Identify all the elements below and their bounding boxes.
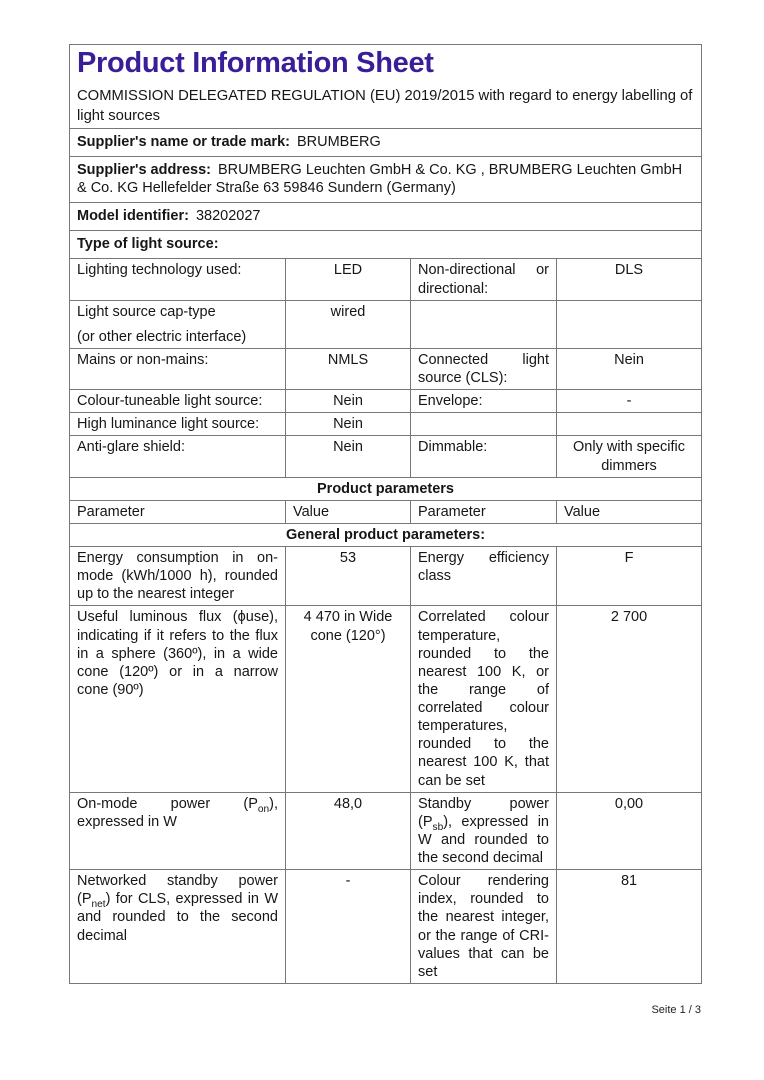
param-label-cell <box>411 413 557 436</box>
table-row <box>70 413 702 436</box>
param-value-cell: - <box>557 390 702 413</box>
supplier-address-value: BRUMBERG Leuchten GmbH & Co. KG , BRUMBERG Leuchten GmbH & Co. KG Hellefelder Straße 63 59846 Sundern (Germany) <box>77 161 683 197</box>
column-header: Parameter <box>70 500 286 523</box>
param-label-cell: On-mode power $(P_{on})$, expressed in W <box>70 792 286 870</box>
header-row <box>70 45 702 129</box>
model-identifier-row <box>70 203 702 231</box>
product-parameters-heading: Product parameters <box>70 477 702 500</box>
supplier-address-label: Supplier's address: <box>77 161 211 178</box>
regulation-subtitle: COMMISSION DELEGATED REGULATION (EU) 2019/2015 with regard to energy labelling of light sources <box>77 88 693 124</box>
supplier-name-row <box>70 128 702 156</box>
param-label-cell: Non-directional or directional: <box>411 259 557 300</box>
table-row <box>70 300 702 348</box>
cap-type-line2: (or other electric interface) <box>77 328 247 345</box>
param-value-cell: Only with specific dimmers <box>557 436 702 477</box>
param-label-cell: Useful luminous flux (ϕuse), indicating if it refers to the flux in a sphere (360º), in a wide cone (120º) or in a narrow cone (90º) <box>70 606 286 792</box>
cap-type-line1: Light source cap-type <box>77 303 216 320</box>
supplier-name-cell <box>70 128 702 156</box>
supplier-name-label: Supplier's name or trade mark: <box>77 133 290 150</box>
param-value-cell: Nein <box>286 436 411 477</box>
general-product-parameters-row <box>70 523 702 546</box>
table-row <box>70 390 702 413</box>
type-of-light-source-row <box>70 231 702 259</box>
column-header: Parameter <box>411 500 557 523</box>
param-value-cell: - <box>286 870 411 984</box>
supplier-address-row <box>70 156 702 202</box>
general-product-parameters-heading: General product parameters: <box>70 523 702 546</box>
param-value-cell: Nein <box>557 348 702 389</box>
param-label-cell: Mains or non-mains: <box>70 348 286 389</box>
param-label-cell: High luminance light source: <box>70 413 286 436</box>
param-label-cell: Lighting technology used: <box>70 259 286 300</box>
supplier-address-cell <box>70 156 702 202</box>
table-row <box>70 348 702 389</box>
param-value-cell: F <box>557 547 702 606</box>
param-value-cell: wired <box>286 300 411 348</box>
param-label-cell: Standby power $(P_{sb})$, expressed in W and rounded to the second decimal <box>411 792 557 870</box>
param-label-cell <box>70 300 286 348</box>
param-label-cell: Connected light source (CLS): <box>411 348 557 389</box>
column-header-row <box>70 500 702 523</box>
column-header: Value <box>557 500 702 523</box>
table-row <box>70 606 702 792</box>
param-label-cell: Dimmable: <box>411 436 557 477</box>
param-value-cell: DLS <box>557 259 702 300</box>
page-title: Product Information Sheet <box>77 47 434 79</box>
param-value-cell: 4 470 in Wide cone (120°) <box>286 606 411 792</box>
param-value-cell: LED <box>286 259 411 300</box>
table-row <box>70 259 702 300</box>
param-value-cell: 81 <box>557 870 702 984</box>
param-value-cell: 2 700 <box>557 606 702 792</box>
table-row <box>70 870 702 984</box>
param-value-cell: 48,0 <box>286 792 411 870</box>
supplier-name-value: BRUMBERG <box>296 133 381 150</box>
param-label-cell: Colour-tuneable light source: <box>70 390 286 413</box>
param-label-cell: Networked standby power $(P_{net})$ for CLS, expressed in W and rounded to the second decimal <box>70 870 286 984</box>
param-label-cell: Envelope: <box>411 390 557 413</box>
table-row <box>70 547 702 606</box>
product-parameters-row <box>70 477 702 500</box>
type-of-light-source-heading: Type of light source: <box>70 231 702 259</box>
table-row <box>70 436 702 477</box>
product-information-table <box>69 44 702 984</box>
param-label-cell: Colour rendering index, rounded to the nearest integer, or the range of CRI-values that can be set <box>411 870 557 984</box>
param-value-cell: 53 <box>286 547 411 606</box>
param-value-cell: Nein <box>286 413 411 436</box>
param-value-cell: Nein <box>286 390 411 413</box>
model-identifier-value: 38202027 <box>195 208 261 225</box>
table-row <box>70 792 702 870</box>
model-identifier-label: Model identifier: <box>77 208 189 225</box>
param-label-cell <box>411 300 557 348</box>
param-label-cell: Anti-glare shield: <box>70 436 286 477</box>
param-value-cell: NMLS <box>286 348 411 389</box>
param-label-cell: Energy efficiency class <box>411 547 557 606</box>
param-value-cell <box>557 413 702 436</box>
column-header: Value <box>286 500 411 523</box>
header-cell <box>70 45 702 129</box>
param-label-cell: Correlated colour temperature, rounded to the nearest 100 K, or the range of correlated colour temperatures, rounded to the nearest 100 K, that can be set <box>411 606 557 792</box>
param-value-cell: 0,00 <box>557 792 702 870</box>
model-identifier-cell <box>70 203 702 231</box>
param-label-cell: Energy consumption in on-mode (kWh/1000 h), rounded up to the nearest integer <box>70 547 286 606</box>
page-number: Seite 1 / 3 <box>651 1004 701 1016</box>
param-value-cell <box>557 300 702 348</box>
